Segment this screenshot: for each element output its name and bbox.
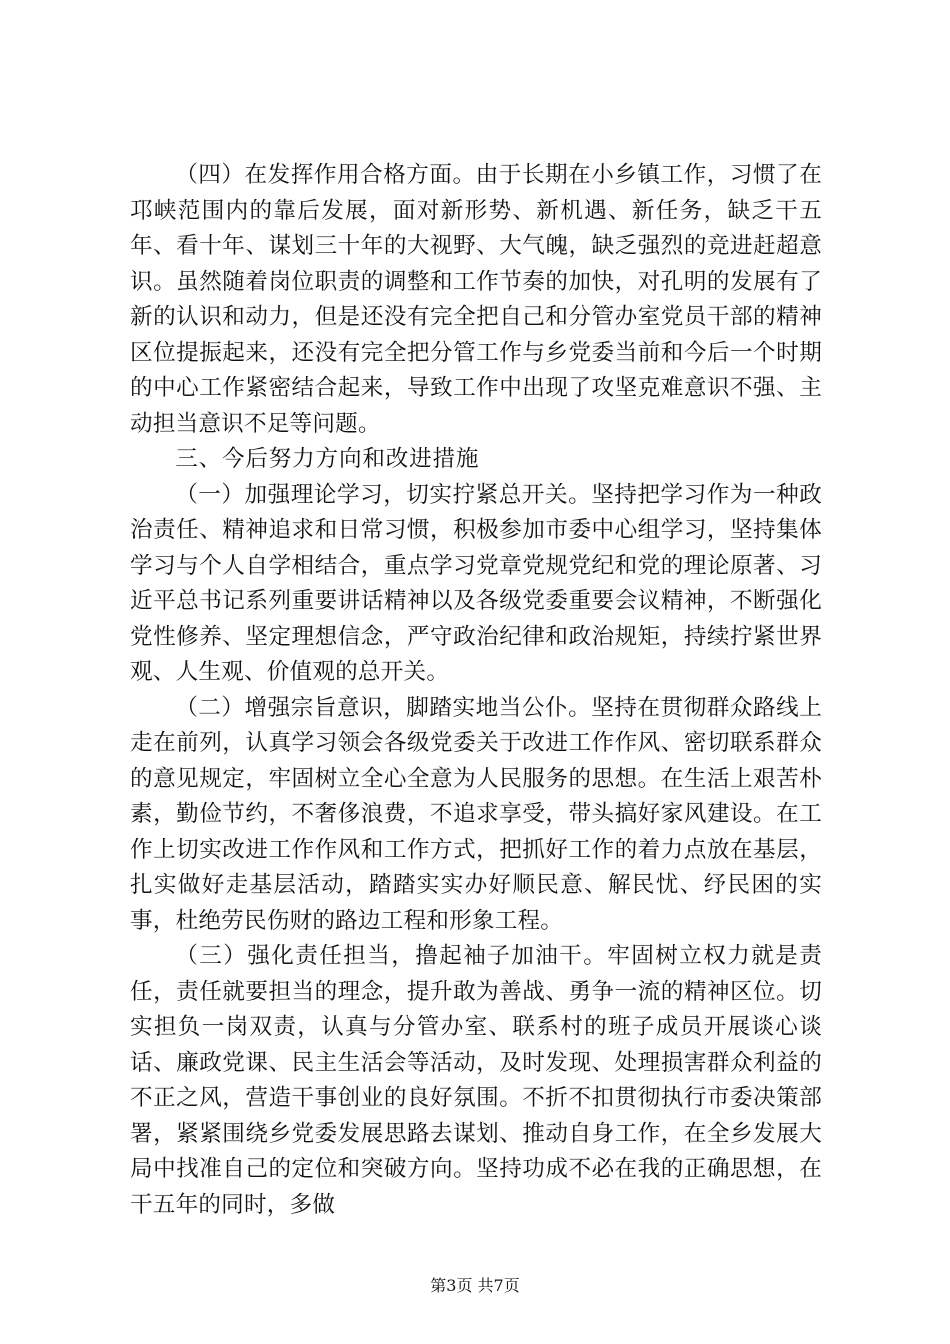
paragraph-section-four: （四）在发挥作用合格方面。由于长期在小乡镇工作，习惯了在邛峡范围内的靠后发展，面对新形势、新机遇、新任务，缺乏干五年、看十年、谋划三十年的大视野、大气魄，缺乏强烈的竞进赶超意识。虽然随着岗位职责的调整和工作节奏的加快，对孔明的发展有了新的认识和动力，但是还没有完全把自己和分管办室党员干部的精神区位提振起来，还没有完全把分管工作与乡党委当前和今后一个时期的中心工作紧密结合起来，导致工作中出现了攻坚克难意识不强、主动担当意识不足等问题。 bbox=[130, 162, 822, 437]
paragraph-measure-one: （一）加强理论学习，切实拧紧总开关。坚持把学习作为一种政治责任、精神追求和日常习惯，积极参加市委中心组学习，坚持集体学习与个人自学相结合，重点学习党章党规党纪和党的理论原著、习近平总书记系列重要讲话精神以及各级党委重要会议精神，不断强化党性修养、坚定理想信念，严守政治纪律和政治规矩，持续拧紧世界观、人生观、价值观的总开关。 bbox=[130, 481, 822, 685]
page-number-footer: 第3页 共7页 bbox=[430, 1276, 520, 1295]
section-heading-three: 三、今后努力方向和改进措施 bbox=[175, 446, 480, 472]
paragraph-measure-three: （三）强化责任担当，撸起袖子加油干。牢固树立权力就是责任，责任就要担当的理念，提升敢为善战、勇争一流的精神区位。切实担负一岗双责，认真与分管办室、联系村的班子成员开展谈心谈话、廉政党课、民主生活会等活动，及时发现、处理损害群众利益的不正之风，营造干事创业的良好氛围。不折不扣贯彻执行市委决策部署，紧紧围绕乡党委发展思路去谋划、推动自身工作，在全乡发展大局中找准自己的定位和突破方向。坚持功成不必在我的正确思想，在干五年的同时，多做 bbox=[130, 943, 822, 1218]
document-body bbox=[130, 158, 822, 1223]
paragraph-measure-two: （二）增强宗旨意识，脚踏实地当公仆。坚持在贯彻群众路线上走在前列，认真学习领会各级党委关于改进工作作风、密切联系群众的意见规定，牢固树立全心全意为人民服务的思想。在生活上艰苦朴素，勤俭节约，不奢侈浪费，不追求享受，带头搞好家风建设。在工作上切实改进工作作风和工作方式，把抓好工作的着力点放在基层，扎实做好走基层活动，踏踏实实办好顺民意、解民忧、纾民困的实事，杜绝劳民伤财的路边工程和形象工程。 bbox=[130, 694, 822, 934]
